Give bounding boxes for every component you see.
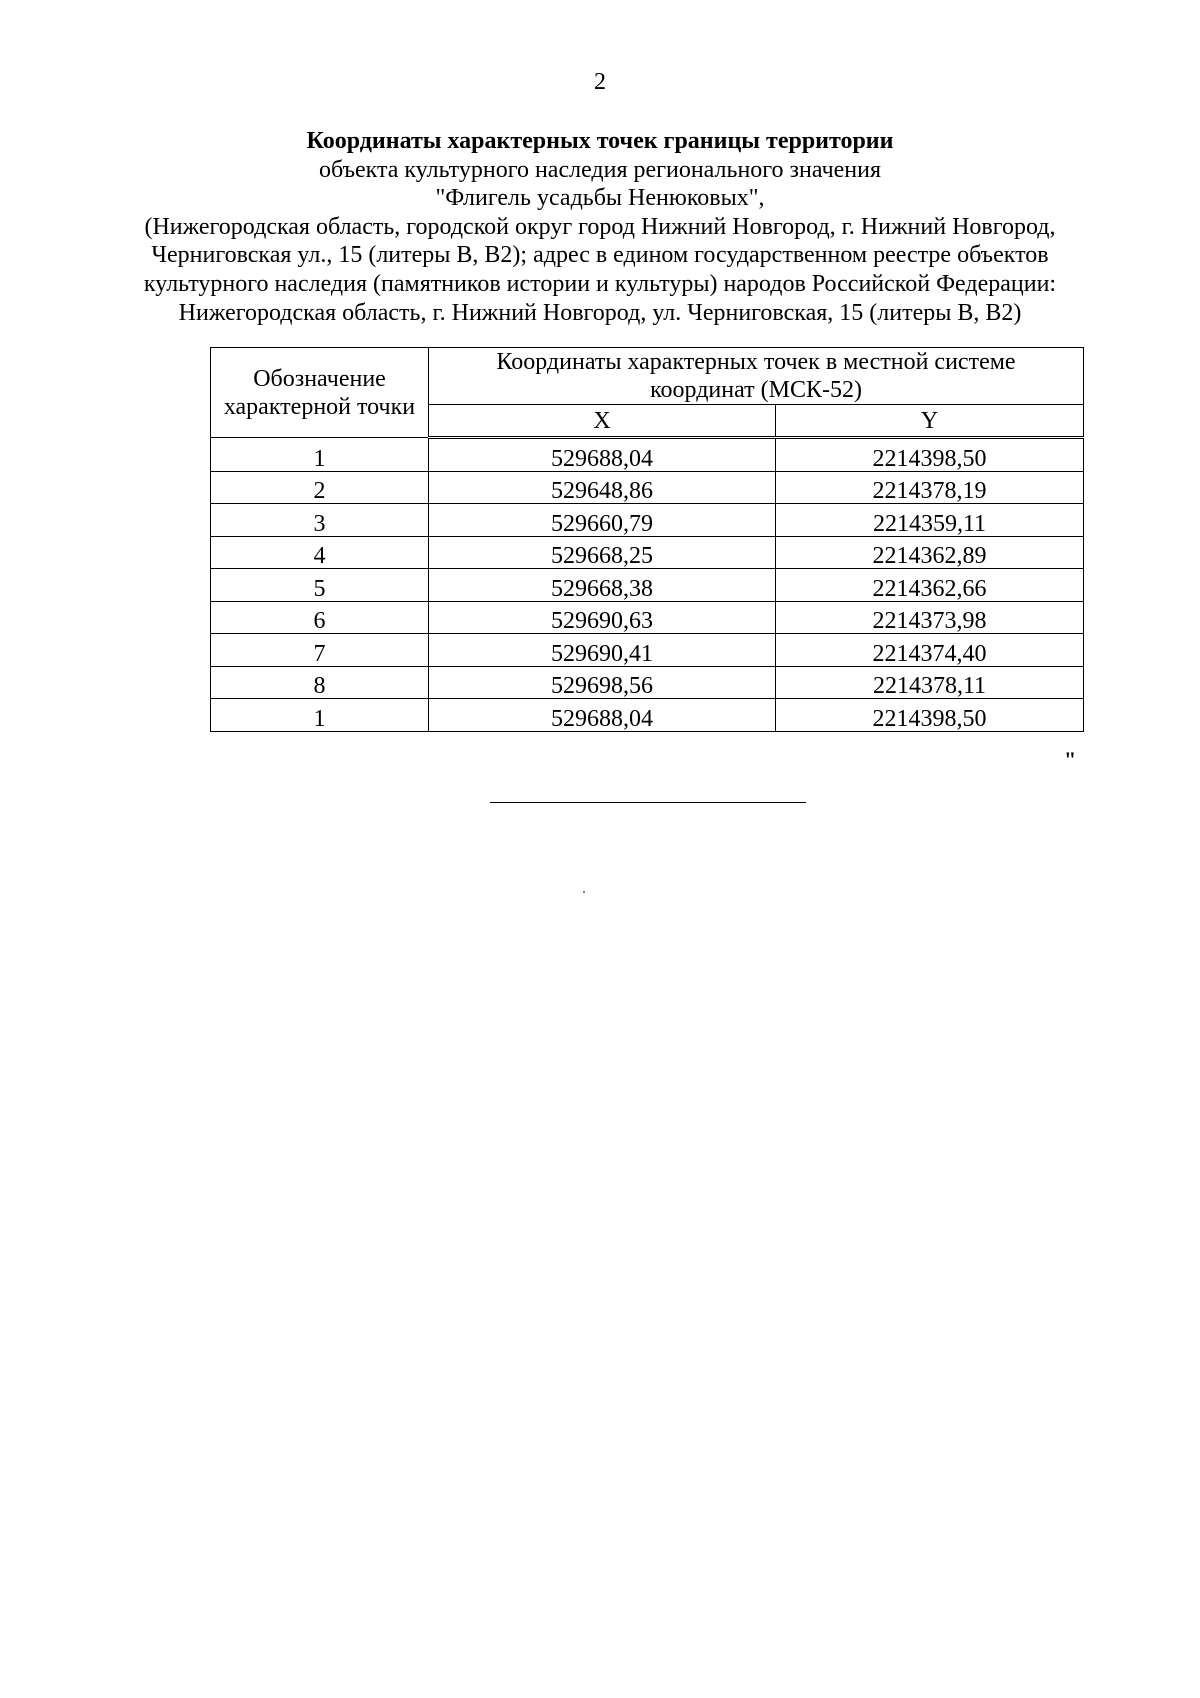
header-point-line: Обозначение [253,365,386,392]
document-heading [0,127,1200,327]
cell-point: 1 [211,699,429,732]
cell-y: 2214398,50 [776,438,1084,472]
table-row [211,504,1084,537]
cell-x: 529668,25 [429,536,776,569]
cell-point: 3 [211,504,429,537]
cell-y: 2214378,11 [776,666,1084,699]
table-row [211,471,1084,504]
coordinates-table [210,347,1084,732]
heading-line: объекта культурного наследия регионального значения [318,156,882,183]
cell-point: 6 [211,601,429,634]
cell-x: 529698,56 [429,666,776,699]
cell-y: 2214359,11 [776,504,1084,537]
cell-x: 529688,04 [429,699,776,732]
coordinates-table-body [211,438,1084,732]
closing-quote: " [1064,747,1077,772]
cell-y: 2214362,89 [776,536,1084,569]
cell-point: 5 [211,569,429,602]
header-coordinates [429,348,1084,405]
cell-x: 529660,79 [429,504,776,537]
cell-y: 2214398,50 [776,699,1084,732]
cell-x: 529648,86 [429,471,776,504]
cell-point: 1 [211,438,429,472]
cell-y: 2214373,98 [776,601,1084,634]
header-point-designation [211,348,429,438]
heading-line: (Нижегородская область, городской округ город Нижний Новгород, г. Нижний Новгород, [144,213,1056,240]
scan-speck [583,891,585,893]
heading-line: "Флигель усадьбы Ненюковых", [435,185,765,212]
cell-x: 529690,63 [429,601,776,634]
cell-y: 2214378,19 [776,471,1084,504]
heading-title: Координаты характерных точек границы территории [306,128,894,154]
cell-x: 529688,04 [429,438,776,472]
cell-point: 2 [211,471,429,504]
header-y: Y [776,405,1084,438]
header-coords-line: координат (МСК-52) [650,377,862,403]
cell-point: 8 [211,666,429,699]
cell-y: 2214374,40 [776,634,1084,667]
table-row [211,634,1084,667]
header-coords-line: Координаты характерных точек в местной системе [496,349,1016,375]
table-row [211,536,1084,569]
heading-line: Черниговская ул., 15 (литеры В, В2); адрес в едином государственном реестре объектов [151,242,1049,269]
table-row [211,666,1084,699]
cell-x: 529668,38 [429,569,776,602]
table-row [211,699,1084,732]
cell-x: 529690,41 [429,634,776,667]
header-point-line: характерной точки [223,393,416,420]
cell-y: 2214362,66 [776,569,1084,602]
heading-line: Нижегородская область, г. Нижний Новгород, ул. Черниговская, 15 (литеры В, В2) [178,299,1022,326]
table-row [211,601,1084,634]
heading-line: культурного наследия (памятников истории и культуры) народов Российской Федерации: [143,270,1057,297]
table-row [211,438,1084,472]
header-x: X [429,405,776,438]
cell-point: 7 [211,634,429,667]
table-row [211,569,1084,602]
separator-line [490,802,806,803]
cell-point: 4 [211,536,429,569]
page-number: 2 [594,69,606,95]
